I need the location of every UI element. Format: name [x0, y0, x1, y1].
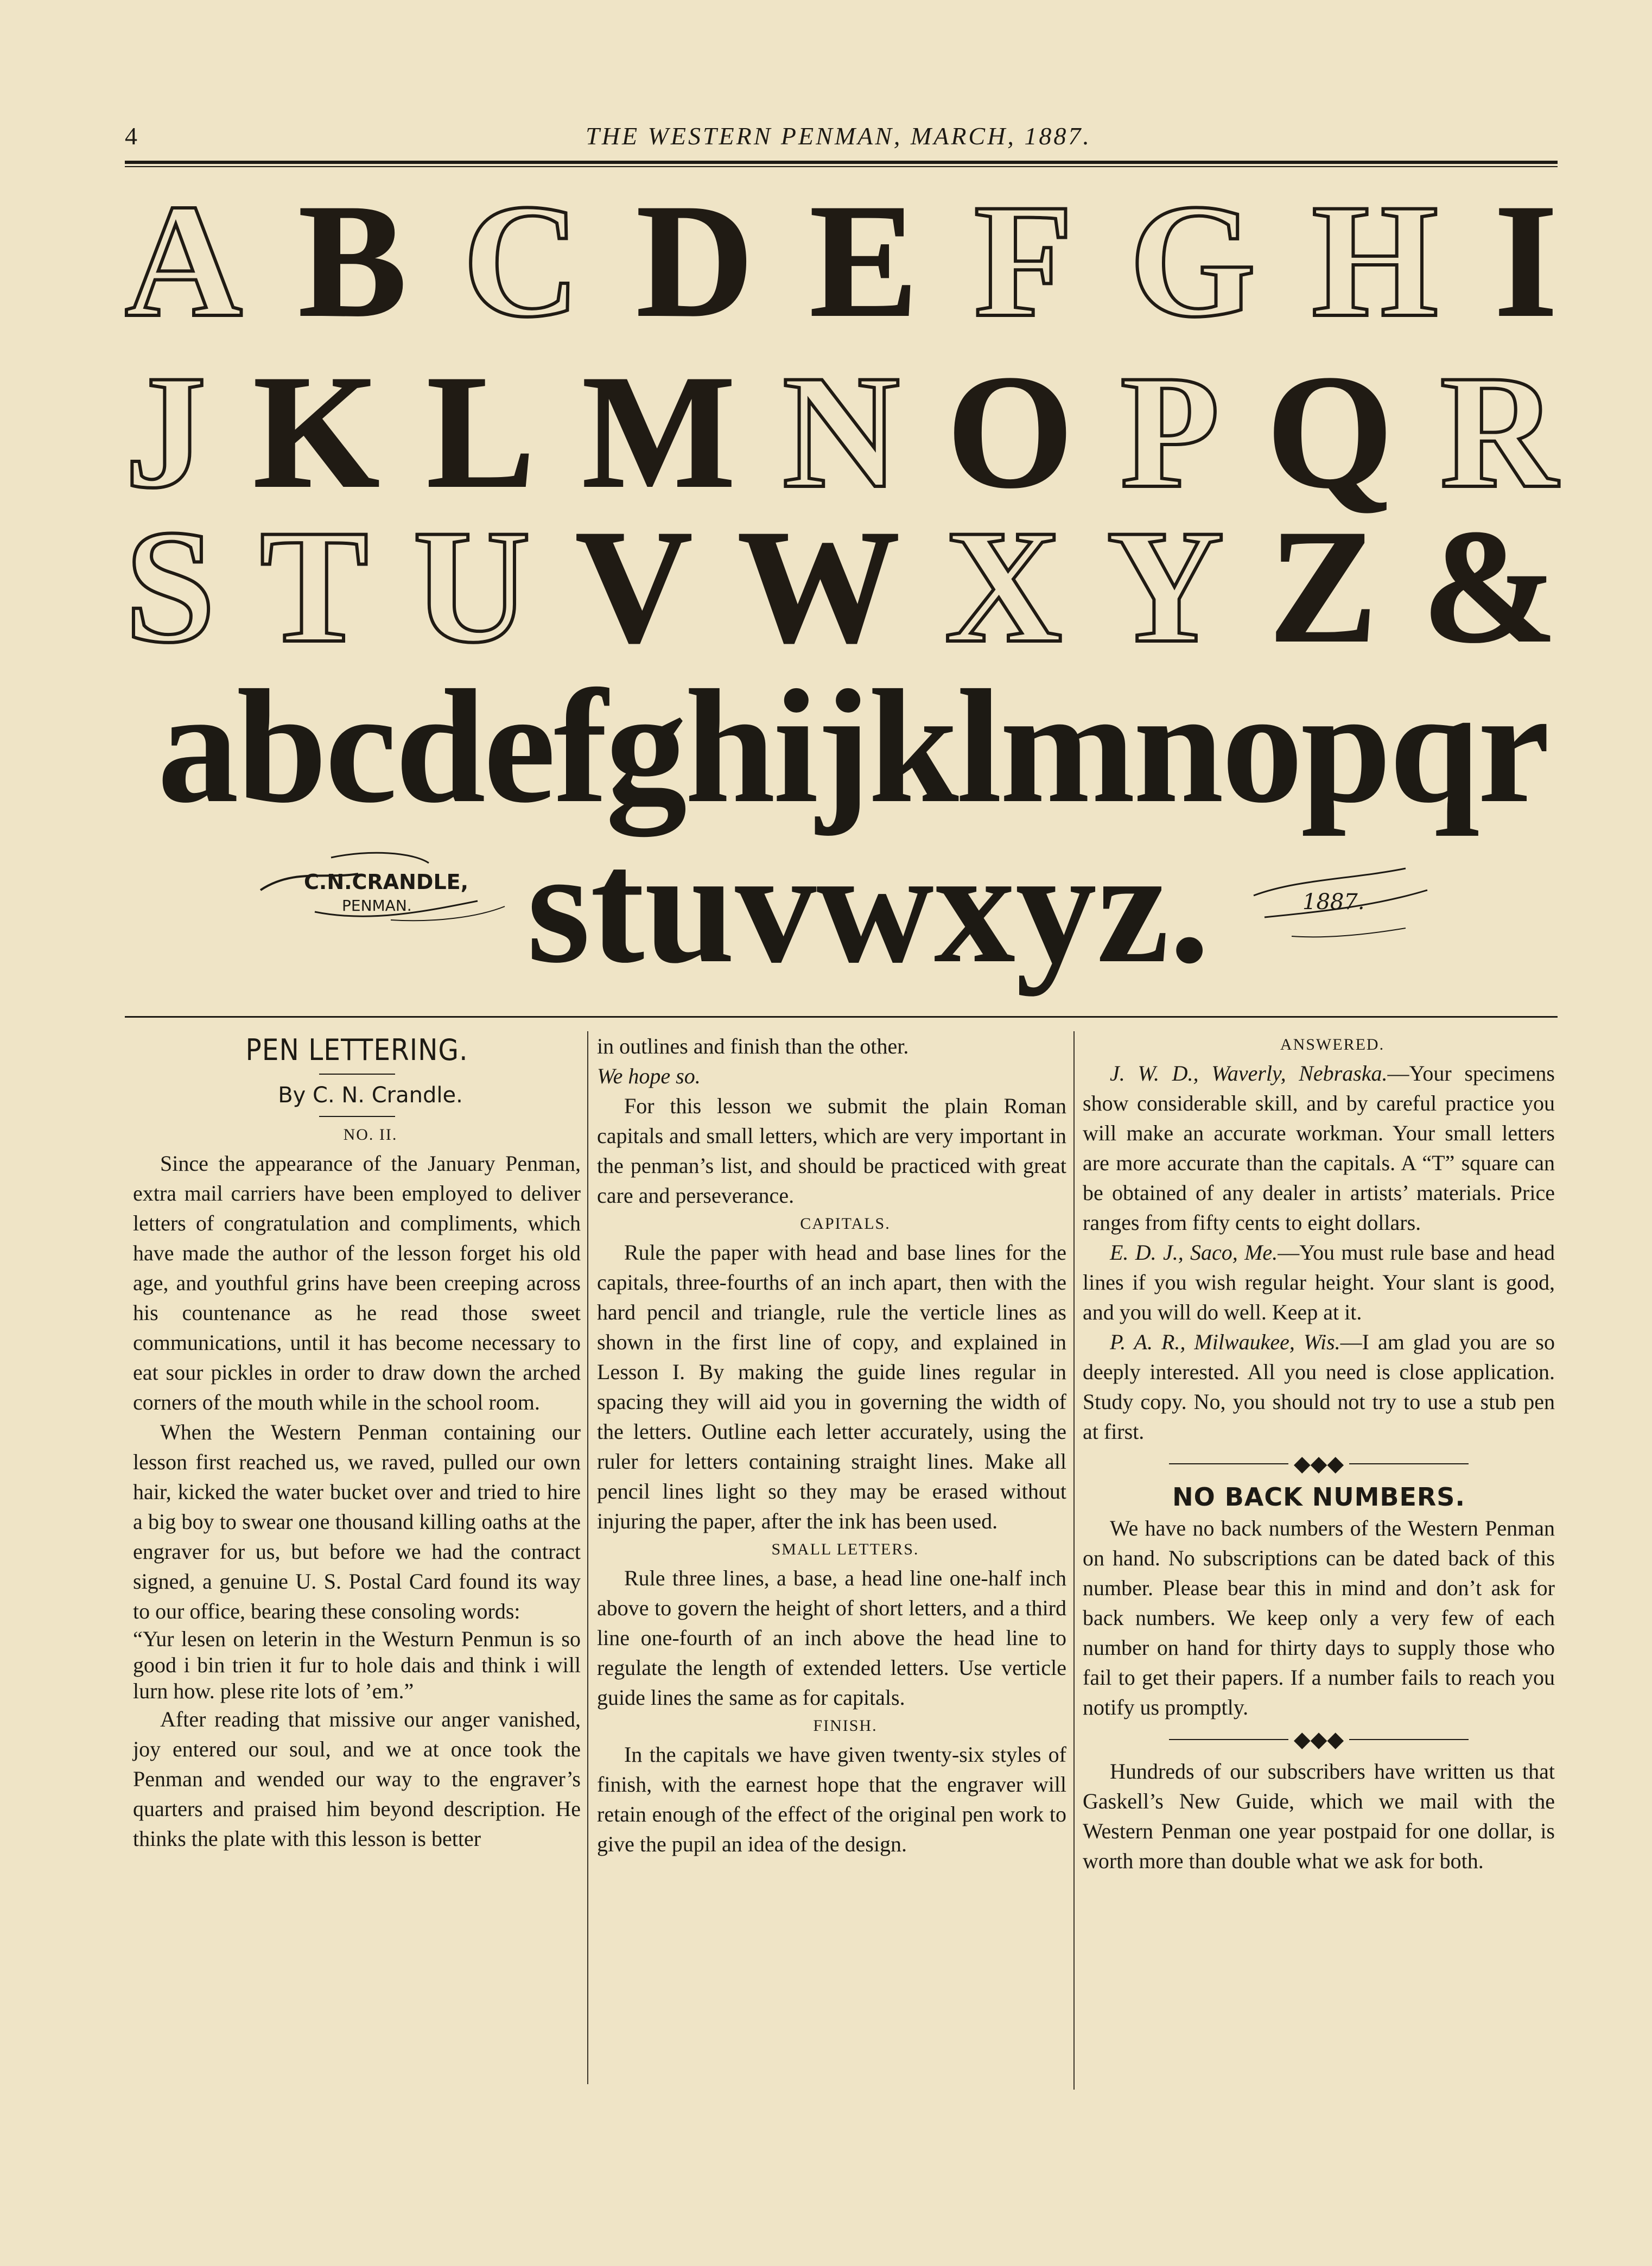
- diamond-ornament-icon: ◆◆◆: [1293, 1451, 1344, 1476]
- specimen-lowercase-line2: stuvwxyz.: [526, 816, 1210, 996]
- byline-rule: [319, 1116, 395, 1117]
- specimen-letter-n: N: [782, 341, 900, 522]
- specimen-letter-m: M: [582, 341, 736, 522]
- article-italic-aside: We hope so.: [597, 1064, 701, 1088]
- no-back-numbers-text: We have no back numbers of the Western Penman on hand. No subscriptions can be dated back of this number. Please bear this in mind and don’t ask for back numbers. We keep only a very few of each number on hand for thirty days to supply those who fail to get their papers. If a number fails to reach you notify us promptly.: [1083, 1516, 1555, 1719]
- specimen-letter-h: H: [1311, 170, 1439, 351]
- specimen-letter-y: Y: [1107, 496, 1224, 676]
- header-rule-thin: [125, 166, 1558, 167]
- page-header-title: THE WESTERN PENMAN, MARCH, 1887.: [586, 122, 1091, 150]
- subhead-finish: FINISH.: [813, 1717, 878, 1735]
- specimen-letter-l: L: [426, 341, 535, 522]
- specimen-letter-r: R: [1440, 341, 1558, 522]
- title-rule: [319, 1074, 395, 1075]
- specimen-ampersand: &: [1422, 496, 1558, 676]
- specimen-letter-p: P: [1120, 341, 1220, 522]
- lesson-number: NO. II.: [343, 1126, 398, 1144]
- answer-2-name: E. D. J., Saco, Me.: [1110, 1240, 1278, 1265]
- answer-1: [1083, 1058, 1555, 1237]
- specimen-letter-k: K: [253, 341, 380, 522]
- specimen-letter-g: G: [1129, 170, 1256, 351]
- header-rule: [125, 161, 1558, 164]
- article-paragraph-capitals: Rule the paper with head and base lines for the capitals, three-fourths of an inch apart, then with the hard pencil and triangle, rule the verticle lines as shown in the first line of copy, and explained in Lesson I. By making the guide lines regular in spacing they will aid you in governing the width of the letters. Outline each letter accurately, using the ruler for letters containing straight lines. Make all pencil lines light so they may be erased without injuring the paper, after the ink has been used.: [597, 1240, 1066, 1533]
- specimen-letter-d: D: [636, 170, 754, 351]
- answer-2: [1083, 1237, 1555, 1327]
- specimen-letter-a: A: [125, 170, 243, 351]
- specimen-letter-s: S: [125, 496, 215, 676]
- specimen-letter-o: O: [946, 341, 1073, 522]
- answer-3-text: —I am glad you are so deeply interested. All you need is close application. Study copy. No, you should not try to use a stub pen at first.: [1083, 1330, 1555, 1444]
- answer-1-name: J. W. D., Waverly, Nebraska.: [1110, 1061, 1388, 1086]
- specimen-capitals-row2: [125, 341, 1558, 522]
- article-paragraph-1: Since the appearance of the January Penman, extra mail carriers have been employed to deliver letters of congratulation and compliments, which have made the author of the lesson forget his old age, and youthful grins have been creeping across his countenance as he read those sweet communications, until it has become necessary to eat sour pickles in order to draw down the arched corners of the mouth while in the school room.: [133, 1151, 581, 1414]
- column-3: [1083, 1031, 1555, 1876]
- specimen-letter-v: V: [575, 496, 693, 676]
- year-flourish: [1243, 858, 1438, 944]
- no-back-numbers-title: NO BACK NUMBERS.: [1172, 1482, 1465, 1512]
- body-rule: [125, 1016, 1558, 1018]
- article-quote: “Yur lesen on leterin in the Westurn Penmun is so good i bin trien it fur to hole dais and think i will lurn how. plese rite lots of ’em.”: [133, 1627, 581, 1703]
- specimen-letter-z: Z: [1268, 496, 1378, 676]
- subhead-capitals: CAPITALS.: [800, 1215, 891, 1233]
- specimen-letter-q: Q: [1266, 341, 1394, 522]
- signature-flourish: [250, 847, 510, 928]
- hundreds-notice: Hundreds of our subscribers have written us that Gaskell’s New Guide, which we mail with the Western Penman one year postpaid for one dollar, is worth more than double what we ask for both.: [1083, 1759, 1555, 1873]
- subhead-small-letters: SMALL LETTERS.: [771, 1540, 919, 1558]
- specimen-letter-j: J: [125, 341, 206, 522]
- page-number: 4: [125, 122, 137, 150]
- article-paragraph-finish: In the capitals we have given twenty-six styles of finish, with the earnest hope that the engraver will retain enough of the effect of the original pen work to give the pupil an idea of the design.: [597, 1742, 1066, 1856]
- running-head: [125, 111, 1552, 160]
- specimen-lowercase-line1: abcdefghijklmnopqr: [157, 656, 1548, 836]
- specimen-letter-c: C: [462, 170, 581, 351]
- specimen-letter-t: T: [259, 496, 369, 676]
- specimen-letter-f: F: [974, 170, 1073, 351]
- specimen-letter-e: E: [809, 170, 918, 351]
- specimen-letter-w: W: [737, 496, 900, 676]
- article-paragraph-3: After reading that missive our anger vanished, joy entered our soul, and we at once took the Penman and wended our way to the engraver’s quarters and praised him beyond description. He thinks the plate with this lesson is better: [133, 1707, 581, 1851]
- signature-name: C.N.CRANDLE,: [304, 870, 469, 894]
- specimen-letter-b: B: [298, 170, 407, 351]
- column-divider-2: [1073, 1031, 1075, 2090]
- specimen-letter-u: U: [413, 496, 531, 676]
- ornament-divider-1: [1083, 1449, 1555, 1478]
- answer-3-name: P. A. R., Milwaukee, Wis.: [1110, 1330, 1340, 1354]
- answer-3: [1083, 1327, 1555, 1446]
- column-divider-1: [587, 1031, 588, 2084]
- column-2: [597, 1031, 1066, 1859]
- diamond-ornament-icon: ◆◆◆: [1293, 1727, 1344, 1751]
- answer-1-text: —Your specimens show considerable skill, and by careful practice you will make an accurate workman. Your small letters are more accurate than the capitals. A “T” square can be obtained of any dealer in artists’ materials. Price ranges from fifty cents to eight dollars.: [1083, 1061, 1555, 1235]
- specimen-capitals-row1: [125, 170, 1558, 351]
- article-paragraph-3-cont: in outlines and finish than the other.: [597, 1034, 909, 1058]
- specimen-letter-i: I: [1494, 170, 1558, 351]
- specimen-letter-x: X: [944, 496, 1063, 676]
- flourish-year: 1887.: [1302, 890, 1365, 915]
- article-title: PEN LETTERING.: [245, 1033, 468, 1067]
- article-paragraph-4: For this lesson we submit the plain Roman capitals and small letters, which are very important in the penman’s list, and should be practiced with great care and perseverance.: [597, 1094, 1066, 1208]
- column-1: [133, 1031, 581, 1854]
- article-byline: By C. N. Crandle.: [278, 1083, 463, 1108]
- answer-2-text: —You must rule base and head lines if you wish regular height. Your slant is good, and you will do well. Keep at it.: [1083, 1240, 1555, 1324]
- subhead-answered: ANSWERED.: [1280, 1036, 1385, 1053]
- article-paragraph-2: When the Western Penman containing our lesson first reached us, we raved, pulled our own hair, kicked the water bucket over and tried to hire a big boy to swear one thousand killing oaths at the engraver for us, but before we had the contract signed, a genuine U. S. Postal Card found its way to our office, bearing these consoling words:: [133, 1420, 581, 1623]
- ornament-divider-2: [1083, 1724, 1555, 1754]
- specimen-capitals-row3: [125, 496, 1558, 676]
- signature-title: PENMAN.: [342, 897, 412, 915]
- article-paragraph-small-letters: Rule three lines, a base, a head line one-half inch above to govern the height of short letters, and a third line one-fourth of an inch above the head line to regulate the length of extended letters. Use verticle guide lines the same as for capitals.: [597, 1566, 1066, 1710]
